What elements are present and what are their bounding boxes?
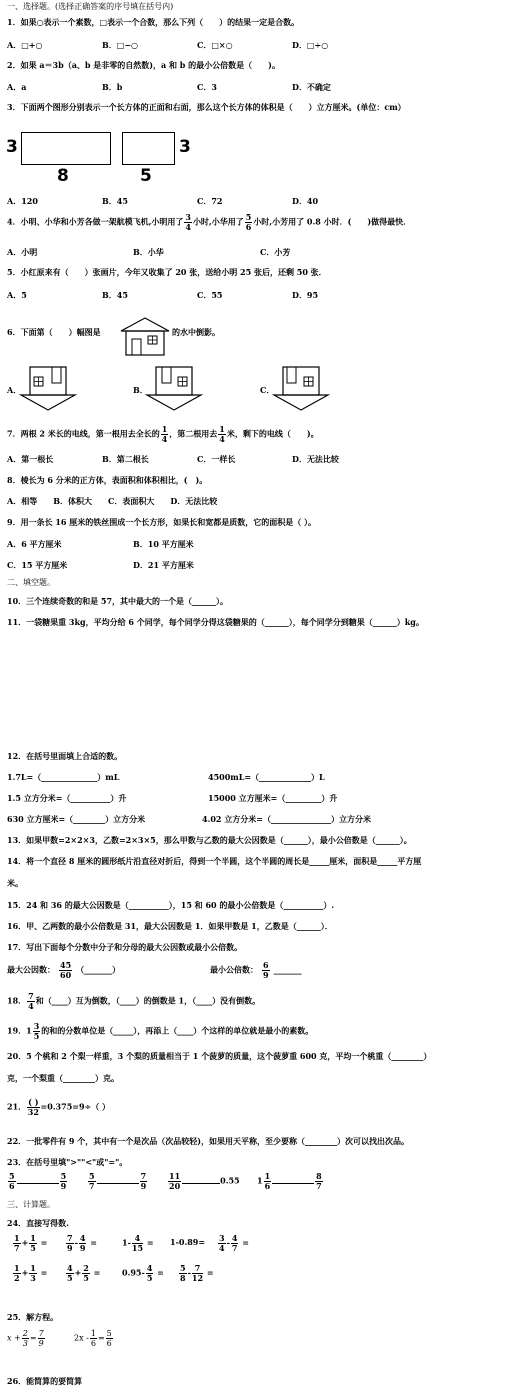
q4-frac-1: $\frac{3}{4}$ bbox=[185, 212, 191, 232]
section-3-title: 三、计算题。 bbox=[7, 1200, 55, 1209]
q17-row-right bbox=[210, 961, 302, 980]
q7-frac-1: $\frac{1}{4}$ bbox=[161, 424, 168, 444]
q1-opt-b: B．□−○ bbox=[102, 40, 139, 50]
q5-opt-a: A．5 bbox=[7, 290, 27, 300]
q23-expr-1: $\frac{5}{6}$ $\frac{5}{9}$ bbox=[9, 1171, 67, 1191]
q6-option-b-figure bbox=[144, 365, 204, 413]
q5-opt-d: D．95 bbox=[292, 290, 319, 300]
q21-body: =0.375=9÷（ ） bbox=[40, 1101, 111, 1112]
q12-row3-left: 630 立方厘米=（________）立方分米 bbox=[7, 814, 146, 824]
q5-opt-c: C．55 bbox=[197, 290, 223, 300]
q12-text: 12．在括号里面填上合适的数。 bbox=[7, 751, 123, 761]
q18-body: 和（____）互为倒数，（____）的倒数是 1，（____）没有倒数。 bbox=[35, 995, 261, 1006]
q12-row1-left: 1.7L=（______________）mL bbox=[7, 772, 120, 782]
q17-blank-2: _______ bbox=[273, 964, 302, 975]
q23-expr-2: $\frac{5}{7}$ $\frac{7}{9}$ bbox=[89, 1171, 147, 1191]
q23-expr-4: 1 $\frac{1}{6}$ $\frac{8}{7}$ bbox=[257, 1171, 322, 1191]
q6-text-2: 的水中倒影。 bbox=[172, 327, 220, 337]
q12-row1-right: 4500mL=（_____________）L bbox=[208, 772, 325, 782]
q7-t1: 7．两根 2 米长的电线，第一根用去全长的 bbox=[7, 428, 160, 439]
q23-blank-4 bbox=[272, 1183, 314, 1184]
q3-fig-front-height: 3 bbox=[6, 137, 18, 157]
q6-opt-a: A． bbox=[7, 385, 22, 395]
q24-item-1-4: 1-0.89= bbox=[170, 1237, 206, 1247]
q9-opt-b: B．10 平方厘米 bbox=[133, 539, 194, 549]
q1-text: 1．如果○表示一个素数，□表示一个合数，那么下列（ ）的结果一定是合数。 bbox=[7, 17, 300, 27]
q7-t2: ，第二根用去 bbox=[169, 428, 218, 439]
q9-opt-d: D．21 平方厘米 bbox=[133, 560, 194, 570]
q24-item-1-5: $\frac{3}{4}$ - $\frac{4}{7}$ = bbox=[219, 1233, 249, 1253]
q3-opt-a: A．120 bbox=[7, 196, 38, 206]
section-2-title: 二、填空题。 bbox=[7, 578, 55, 587]
q24-item-2-1: $\frac{1}{2}$ + $\frac{1}{3}$ = bbox=[14, 1263, 48, 1283]
q15-text: 15．24 和 36 的最大公因数是（__________），15 和 60 的最小公倍数是（__________）. bbox=[7, 900, 335, 910]
q25-eq-1: x + $\frac{2}{3}$ = $\frac{7}{9}$ bbox=[7, 1329, 44, 1348]
q3-fig-side-height: 3 bbox=[179, 137, 191, 157]
q3-opt-b: B．45 bbox=[102, 196, 128, 206]
q2-text: 2．如果 a＝3b（a、b 是非零的自然数)，a 和 b 的最小公倍数是（ )。 bbox=[7, 60, 280, 70]
q24-item-1-3: 1- $\frac{4}{15}$ = bbox=[122, 1233, 154, 1253]
q25-eq-2: 2x - $\frac{1}{6}$ = $\frac{5}{6}$ bbox=[74, 1329, 112, 1348]
q3-fig-side-rect bbox=[122, 132, 175, 165]
q18-frac: $\frac{7}{4}$ bbox=[28, 991, 34, 1011]
q7-opt-c: C．一样长 bbox=[197, 454, 236, 464]
q6-option-a-figure bbox=[18, 365, 78, 413]
q12-row2-left: 1.5 立方分米=（__________）升 bbox=[7, 793, 127, 803]
q17-gcd-label: 最大公因数： bbox=[7, 964, 55, 975]
q6-opt-c: C． bbox=[260, 385, 275, 395]
q19-text bbox=[7, 1022, 313, 1041]
q3-fig-front-width: 8 bbox=[57, 166, 69, 186]
q10-text: 10．三个连续奇数的和是 57，其中最大的一个是（______）。 bbox=[7, 596, 229, 606]
q20-text-2: 克，一个梨重（________）克。 bbox=[7, 1073, 119, 1083]
q22-text: 22．一批零件有 9 个，其中有一个是次品（次品较轻)，如果用天平称，至少要称（________）次可以找出次品。 bbox=[7, 1136, 410, 1146]
q19-body: 的和的分数单位是（_____），再添上（____）个这样的单位就是最小的素数。 bbox=[41, 1025, 314, 1036]
q9-opt-a: A．6 平方厘米 bbox=[7, 539, 62, 549]
q11-text: 11．一袋糖果重 3kg，平均分给 6 个同学，每个同学分得这袋糖果的（______），每个同学分到糖果（______）kg。 bbox=[7, 617, 424, 627]
q19-whole: 1 bbox=[26, 1025, 32, 1036]
q7-opt-b: B．第二根长 bbox=[102, 454, 149, 464]
q14-text-1: 14．将一个直径 8 厘米的圆形纸片沿直径对折后，得到一个半圆，这个半圆的周长是_____厘米，面积是_____平方厘 bbox=[7, 856, 422, 866]
q19-prefix: 19． bbox=[7, 1025, 27, 1036]
section-1-title: 一、选择题。(选择正确答案的序号填在括号内) bbox=[7, 2, 174, 11]
q13-text: 13．如果甲数=2×2×3，乙数=2×3×5，那么甲数与乙数的最大公因数是（______），最小公倍数是（______）。 bbox=[7, 835, 412, 845]
q12-row2-right: 15000 立方厘米=（_________）升 bbox=[208, 793, 338, 803]
q6-option-c-figure bbox=[271, 365, 331, 413]
q3-text: 3．下面两个图形分别表示一个长方体的正面和右面，那么这个长方体的体积是（ ）立方厘米。(单位：cm） bbox=[7, 102, 406, 112]
q1-opt-d: D．□÷○ bbox=[292, 40, 329, 50]
q8-text: 8．棱长为 6 分米的正方体，表面积和体积相比，( )。 bbox=[7, 475, 208, 485]
q2-opt-d: D．不确定 bbox=[292, 82, 331, 92]
q2-opt-a: A．a bbox=[7, 82, 27, 92]
q6-house-figure bbox=[119, 315, 171, 357]
q7-frac-2: $\frac{1}{4}$ bbox=[219, 424, 225, 444]
q4-opt-b: B．小华 bbox=[133, 247, 164, 257]
q21-prefix: 21． bbox=[7, 1101, 27, 1112]
q3-opt-c: C．72 bbox=[197, 196, 223, 206]
q24-item-2-4: $\frac{5}{8}$ - $\frac{7}{12}$ = bbox=[180, 1263, 214, 1283]
q6-text-1: 6．下面第（ ）幅图是 bbox=[7, 327, 101, 337]
q3-opt-d: D．40 bbox=[292, 196, 319, 206]
q7-opt-a: A．第一根长 bbox=[7, 454, 54, 464]
q12-row3-right: 4.02 立方分米=（_______________）立方分米 bbox=[202, 814, 371, 824]
q7-text bbox=[7, 425, 319, 444]
q24-text: 24．直接写得数. bbox=[7, 1218, 69, 1228]
q24-item-2-2: $\frac{4}{5}$ + $\frac{2}{5}$ = bbox=[67, 1263, 101, 1283]
q4-opt-c: C．小芳 bbox=[260, 247, 291, 257]
q24-item-1-2: $\frac{7}{9}$ - $\frac{4}{9}$ = bbox=[67, 1233, 97, 1253]
q17-blank-1: （_______） bbox=[76, 964, 121, 975]
q24-item-2-3: 0.95- $\frac{4}{5}$ = bbox=[122, 1263, 164, 1283]
q21-text bbox=[7, 1098, 110, 1117]
q14-text-2: 米。 bbox=[7, 878, 23, 888]
q17-row bbox=[7, 961, 120, 980]
q2-opt-c: C．3 bbox=[197, 82, 217, 92]
q3-fig-side-width: 5 bbox=[140, 166, 152, 186]
q23-expr-3: $\frac{11}{20}$ 0.55 bbox=[169, 1171, 240, 1191]
q8-options: A．相等 B．体积大 C．表面积大 D．无法比较 bbox=[7, 496, 218, 506]
q20-text-1: 20．5 个桃和 2 个梨一样重，3 个梨的质量相当于 1 个菠萝的质量，这个菠萝重 600 克，平均一个桃重（________） bbox=[7, 1051, 432, 1061]
q26-text: 26．能简算的要简算 bbox=[7, 1376, 83, 1386]
q9-opt-c: C．15 平方厘米 bbox=[7, 560, 68, 570]
q24-item-1-1: $\frac{1}{7}$ + $\frac{1}{5}$ = bbox=[14, 1233, 48, 1253]
q4-text bbox=[7, 213, 411, 232]
q1-opt-c: C．□×○ bbox=[197, 40, 233, 50]
q21-frac: $\frac{( )}{32}$ bbox=[27, 1097, 39, 1117]
q18-prefix: 18． bbox=[7, 995, 27, 1006]
q17-frac-1: $\frac{45}{60}$ bbox=[60, 960, 72, 980]
q2-opt-b: B．b bbox=[102, 82, 123, 92]
q17-frac-2: $\frac{6}{9}$ bbox=[263, 960, 269, 980]
q17-lcm-label: 最小公倍数： bbox=[210, 964, 258, 975]
q19-frac: $\frac{3}{5}$ bbox=[33, 1021, 40, 1041]
q25-text: 25．解方程。 bbox=[7, 1312, 59, 1322]
q4-t2: 小时,小华用了 bbox=[192, 216, 244, 227]
q4-frac-2: $\frac{5}{6}$ bbox=[245, 212, 252, 232]
q18-text bbox=[7, 992, 260, 1011]
q7-t3: 米，剩下的电线（ )。 bbox=[226, 428, 319, 439]
q4-t3: 小时,小芳用了 0.8 小时．( )做得最快． bbox=[253, 216, 412, 227]
q4-opt-a: A．小明 bbox=[7, 247, 38, 257]
q9-text: 9．用一条长 16 厘米的铁丝围成一个长方形，如果长和宽都是质数，它的面积是（ ）。 bbox=[7, 517, 317, 527]
q4-t1: 4．小明、小华和小芳各做一架航模飞机,小明用了 bbox=[7, 216, 184, 227]
q5-text: 5．小红原来有（ ）张画片，今年又收集了 20 张，送给小明 25 张后，还剩 50 张． bbox=[7, 267, 327, 277]
q17-text: 17．写出下面每个分数中分子和分母的最大公因数或最小公倍数。 bbox=[7, 942, 243, 952]
q16-text: 16．甲、乙两数的最小公倍数是 31，最大公因数是 1．如果甲数是 1，乙数是（______）． bbox=[7, 921, 333, 931]
q23-blank-3 bbox=[182, 1183, 220, 1184]
q23-text: 23．在括号里填">""<"或"="。 bbox=[7, 1157, 128, 1167]
q3-fig-front-rect bbox=[21, 132, 111, 165]
q7-opt-d: D．无法比较 bbox=[292, 454, 339, 464]
q1-opt-a: A．□+○ bbox=[7, 40, 43, 50]
q6-opt-b: B． bbox=[133, 385, 148, 395]
q5-opt-b: B．45 bbox=[102, 290, 128, 300]
q23-blank-1 bbox=[17, 1183, 59, 1184]
q23-blank-2 bbox=[97, 1183, 139, 1184]
